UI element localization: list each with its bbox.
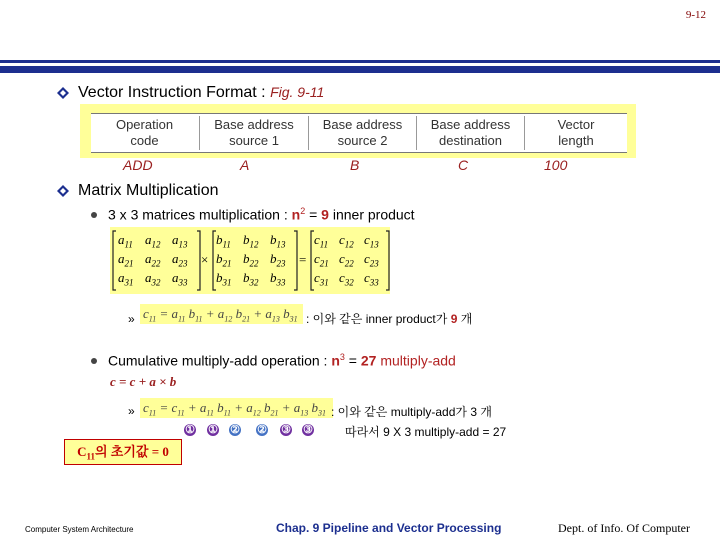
circled-number-icon: ③ [281,424,291,436]
times-sign: × [201,252,209,267]
circled-order-markers [184,424,324,438]
matrix-c-entry: $c_{21}$ [314,251,329,269]
matrix-c-entry: $c_{32}$ [339,270,354,288]
value-vector-length: 100 [544,157,568,173]
sub-marker: » [128,404,135,418]
matrix-b-entry: $b_{31}$ [216,270,232,288]
field-source1: Base address source 1 [214,117,294,148]
header-rule-top [0,60,720,63]
matrix-b-entry: $b_{13}$ [270,232,286,250]
figure-reference: Fig. 9-11 [270,84,325,100]
formula-cumulative: $c_{11} = c_{11} + a_{11}$ $b_{11} + a_{12}$ $b_{21} + a_{13}$ $b_{31}$ [140,398,333,418]
matrix-b-entry: $b_{21}$ [216,251,232,269]
matrix-a-entry: $a_{23}$ [172,251,188,269]
bullet-dot [91,358,97,364]
matrix-c-entry: $c_{13}$ [364,232,379,250]
matrix-a-entry: $a_{32}$ [145,270,161,288]
header-rule-bottom [0,66,720,73]
field-vector-length: Vector length [557,117,595,148]
circled-number-icon: ① [185,424,195,436]
slide-number: 9-12 [685,9,706,21]
matrix-a-entry: $a_{12}$ [145,232,161,250]
circled-number-icon: ② [230,424,240,436]
formula-c-equals: c = c + a × b [110,374,177,389]
sub-marker: » [128,312,135,326]
sub-inner-product-note: : 이와 같은 inner product가 9 개 [306,312,473,326]
value-source2: B [350,157,360,173]
circled-number-icon: ① [208,424,218,436]
matrix-b-entry: $b_{23}$ [270,251,286,269]
matrix-b-entry: $b_{22}$ [243,251,259,269]
matrix-c-entry: $c_{12}$ [339,232,354,250]
bullet-cumulative: Cumulative multiply-add operation : $n^3 = 27$ multiply-add [108,352,456,369]
initial-value-note: $C_{11}$의 초기값 = 0 [64,439,182,465]
diamond-bullet-icon [57,185,69,197]
sub-multiply-add-note: : 이와 같은 multiply-add가 3 개 [331,405,492,419]
circled-number-icon: ③ [303,424,313,436]
matrix-a-entry: $a_{31}$ [118,270,134,288]
matrix-a-entry: $a_{21}$ [118,251,134,269]
matrix-c-entry: $c_{11}$ [314,232,329,250]
matrix-a-entry: $a_{33}$ [172,270,188,288]
matrix-a-entry: $a_{22}$ [145,251,161,269]
bullet-inner-product: 3 x 3 matrices multiplication : $n^2 = 9$ inner product [108,206,415,223]
field-destination: Base address destination [430,117,511,148]
matrix-a-entry: $a_{13}$ [172,232,188,250]
heading-vector-format [78,84,324,102]
field-opcode: Operation code [115,117,174,148]
heading-matrix-multiplication: Matrix Multiplication [78,182,219,199]
value-destination: C [458,157,469,173]
formula-c11: $c_{11} = a_{11}$ $b_{11} + a_{12}$ $b_{21} + a_{13}$ $b_{31}$ [140,304,303,324]
value-opcode: ADD [123,157,153,173]
matrix-c-entry: $c_{23}$ [364,251,379,269]
heading-vector-format-text: Vector Instruction Format : [78,84,271,101]
value-source1: A [240,157,250,173]
bullet-dot [91,212,97,218]
matrix-b-entry: $b_{12}$ [243,232,259,250]
field-source2: Base address source 2 [322,117,403,148]
footer-dept: Dept. of Info. Of Computer [558,521,690,535]
matrix-c-entry: $c_{33}$ [364,270,379,288]
footer-chapter: Chap. 9 Pipeline and Vector Processing [276,521,502,535]
matrix-equation [110,227,390,294]
equals-sign: = [299,252,307,267]
matrix-b-entry: $b_{33}$ [270,270,286,288]
matrix-b-entry: $b_{11}$ [216,232,231,250]
footer-course: Computer System Architecture [25,525,134,534]
matrix-c-entry: $c_{31}$ [314,270,329,288]
matrix-c-entry: $c_{22}$ [339,251,354,269]
diamond-bullet-icon [57,87,69,99]
sub-total-note: 따라서 9 X 3 multiply-add = 27 [345,425,507,439]
circled-number-icon: ② [257,424,267,436]
matrix-a-entry: $a_{11}$ [118,232,133,250]
vector-format-fields [91,113,627,153]
matrix-b-entry: $b_{32}$ [243,270,259,288]
